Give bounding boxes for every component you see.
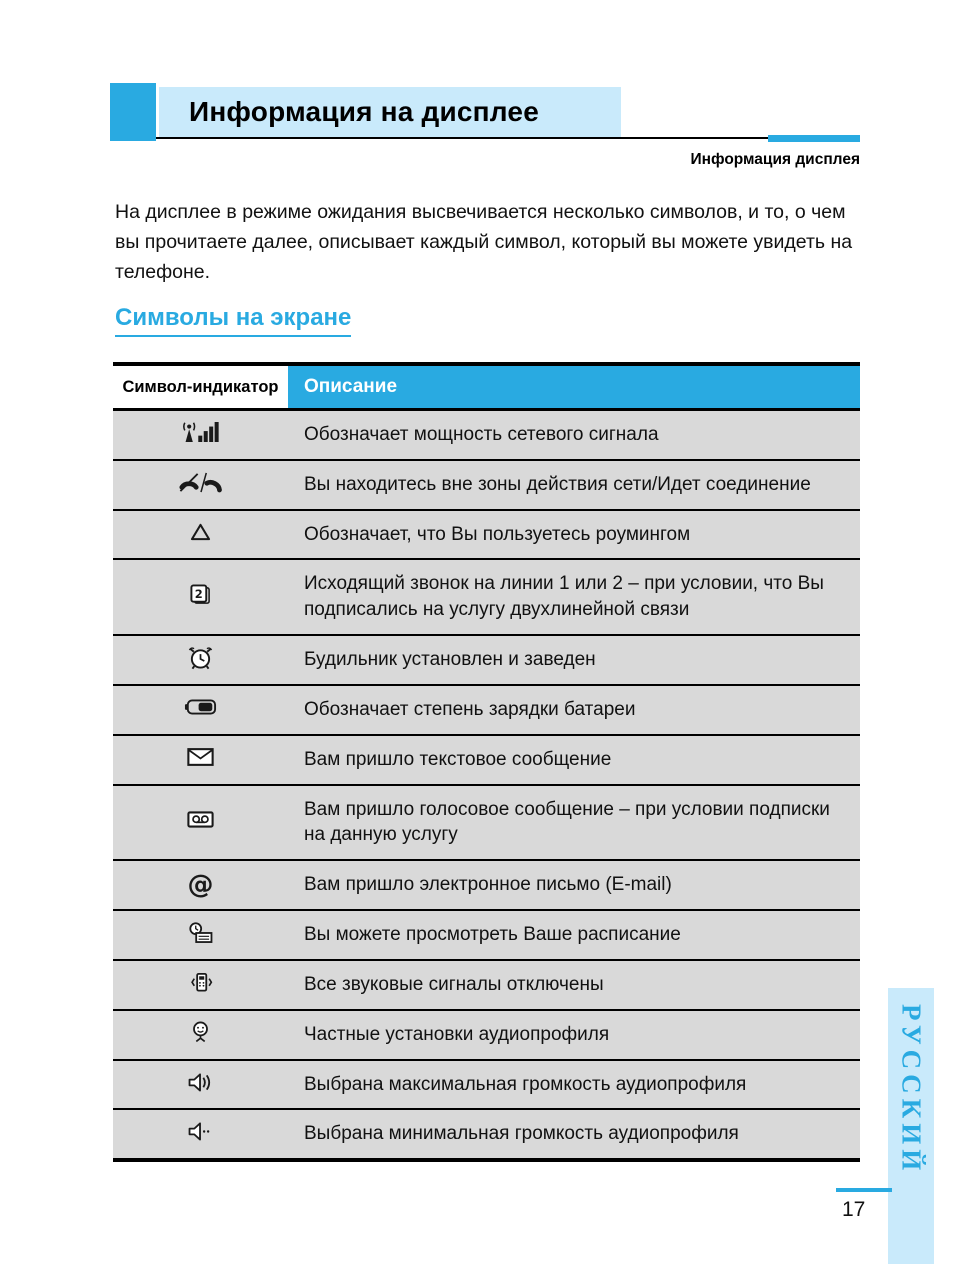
symbols-table-wrap bbox=[113, 362, 860, 1162]
header-accent-square bbox=[110, 83, 156, 141]
row-description: Выбрана максимальная громкость аудиопрофиля bbox=[288, 1060, 860, 1110]
table-row bbox=[113, 410, 860, 460]
table-row bbox=[113, 635, 860, 685]
table-row bbox=[113, 460, 860, 510]
symbols-table-body bbox=[113, 410, 860, 1161]
row-icon-cell bbox=[113, 910, 288, 960]
row-description: Обозначает мощность сетевого сигнала bbox=[288, 410, 860, 460]
column-header-description: Описание bbox=[288, 364, 860, 410]
table-row bbox=[113, 1060, 860, 1110]
row-icon-cell bbox=[113, 635, 288, 685]
text-message-icon bbox=[187, 748, 214, 766]
table-row bbox=[113, 510, 860, 560]
row-description: Вы находитесь вне зоны действия сети/Идет соединение bbox=[288, 460, 860, 510]
page-title: Информация на дисплее bbox=[189, 96, 539, 127]
language-side-tab bbox=[888, 988, 934, 1264]
header-accent-bar bbox=[768, 135, 860, 142]
section-label: Информация дисплея bbox=[690, 151, 860, 168]
call-status-icon bbox=[178, 471, 224, 494]
symbols-table bbox=[113, 362, 860, 1162]
row-icon-cell bbox=[113, 559, 288, 635]
row-description: Вам пришло текстовое сообщение bbox=[288, 735, 860, 785]
row-icon-cell bbox=[113, 460, 288, 510]
row-description: Частные установки аудиопрофиля bbox=[288, 1010, 860, 1060]
row-icon-cell bbox=[113, 785, 288, 861]
intro-paragraph: На дисплее в режиме ожидания высвечивается несколько символов, и то, о чем вы прочитаете далее, описывает каждый символ, который вы можете увидеть на телефоне. bbox=[115, 201, 853, 284]
section-heading: Символы на экране bbox=[115, 304, 351, 337]
row-description: Выбрана минимальная громкость аудиопрофиля bbox=[288, 1109, 860, 1160]
row-description: Все звуковые сигналы отключены bbox=[288, 960, 860, 1010]
voicemail-icon bbox=[187, 811, 214, 828]
table-row bbox=[113, 1010, 860, 1060]
table-row bbox=[113, 860, 860, 910]
row-icon-cell bbox=[113, 1109, 288, 1160]
schedule-icon bbox=[188, 922, 213, 943]
header-rule bbox=[156, 137, 860, 139]
row-description: Будильник установлен и заведен bbox=[288, 635, 860, 685]
row-icon-cell bbox=[113, 510, 288, 560]
table-row bbox=[113, 685, 860, 735]
battery-icon bbox=[184, 699, 217, 715]
row-icon-cell bbox=[113, 685, 288, 735]
personal-profile-icon bbox=[190, 1021, 211, 1043]
row-description: Вы можете просмотреть Ваше расписание bbox=[288, 910, 860, 960]
column-header-symbol: Символ-индикатор bbox=[113, 364, 288, 410]
row-icon-cell bbox=[113, 960, 288, 1010]
signal-strength-icon bbox=[181, 420, 221, 444]
row-icon-cell bbox=[113, 1010, 288, 1060]
page-number: 17 bbox=[842, 1198, 866, 1221]
page-header bbox=[110, 83, 860, 193]
row-description: Исходящий звонок на линии 1 или 2 – при условии, что Вы подписались на услугу двухлинейной связи bbox=[288, 559, 860, 635]
row-icon-cell bbox=[113, 735, 288, 785]
volume-min-icon bbox=[187, 1121, 214, 1142]
mute-icon bbox=[189, 971, 213, 994]
row-icon-cell bbox=[113, 860, 288, 910]
language-label: РУССКИЙ bbox=[896, 1004, 927, 1176]
table-header-row bbox=[113, 364, 860, 410]
alarm-icon bbox=[188, 646, 213, 670]
header-title-box bbox=[159, 87, 621, 137]
volume-max-icon bbox=[187, 1072, 214, 1093]
table-row bbox=[113, 960, 860, 1010]
svg-text:2: 2 bbox=[194, 586, 203, 601]
row-icon-cell bbox=[113, 410, 288, 460]
table-row bbox=[113, 559, 860, 635]
roaming-icon bbox=[190, 523, 211, 541]
row-description: Вам пришло электронное письмо (E-mail) bbox=[288, 860, 860, 910]
line-two-icon bbox=[189, 584, 212, 606]
table-row bbox=[113, 785, 860, 861]
table-row bbox=[113, 735, 860, 785]
page-number-rule bbox=[836, 1188, 892, 1192]
table-row bbox=[113, 1109, 860, 1160]
email-icon: @ bbox=[187, 870, 214, 901]
row-description: Вам пришло голосовое сообщение – при условии подписки на данную услугу bbox=[288, 785, 860, 861]
row-description: Обозначает, что Вы пользуетесь роумингом bbox=[288, 510, 860, 560]
table-row bbox=[113, 910, 860, 960]
row-icon-cell bbox=[113, 1060, 288, 1110]
row-description: Обозначает степень зарядки батареи bbox=[288, 685, 860, 735]
